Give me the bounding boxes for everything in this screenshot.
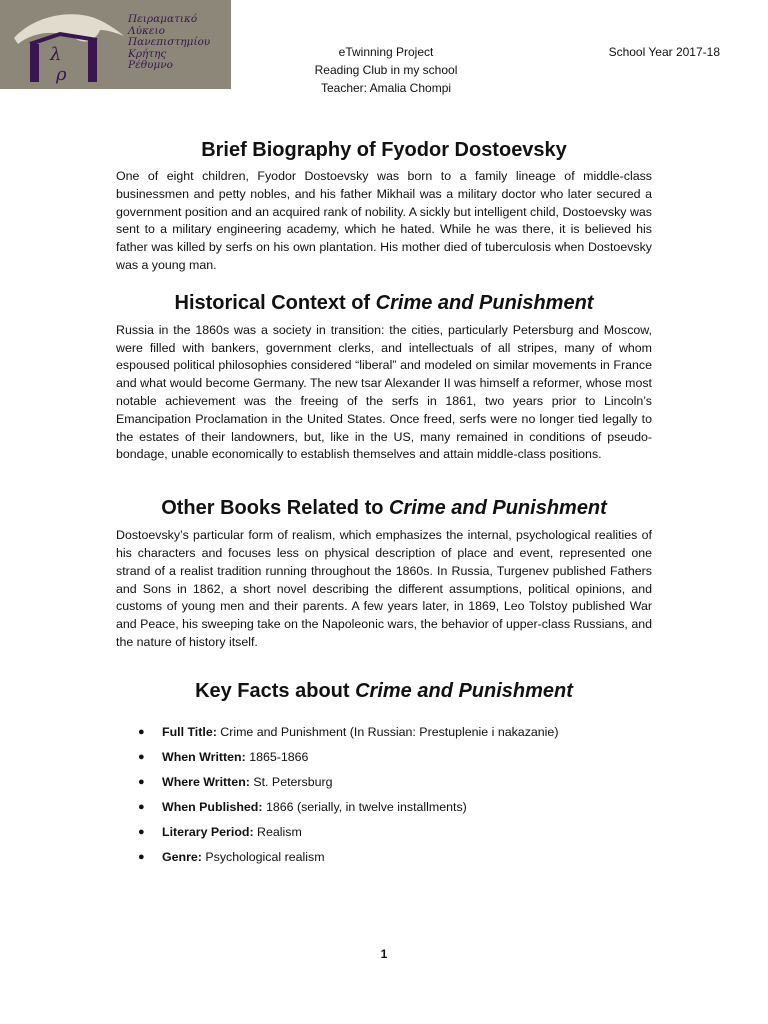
section-title-other-books: [116, 495, 652, 521]
school-logo: [0, 0, 231, 89]
page-number: 1: [380, 947, 388, 961]
title-book-name: Crime and Punishment: [355, 679, 573, 702]
title-book-name: Crime and Punishment: [389, 497, 607, 520]
bullet-icon: ●: [138, 725, 145, 738]
logo-line: Λύκειο: [128, 24, 165, 37]
fact-label: Genre:: [162, 849, 202, 864]
list-item: [138, 795, 652, 820]
fact-value: Crime and Punishment (In Russian: Prestuplenie i nakazanie): [216, 724, 559, 739]
logo-line: Πειραματικό: [128, 13, 198, 25]
svg-text:ρ: ρ: [56, 64, 67, 85]
title-text: Historical Context of: [174, 291, 376, 314]
header-school-year: School Year 2017-18: [608, 45, 720, 59]
paragraph-other-books: Dostoevsky’s particular form of realism, which emphasizes the internal, psychological realities of his characters and focuses less on physical description of place and event, represented one strand of a realist tradition running throughout the 1860s. In Russia, Turgenev published Fathers and Sons in 1862, a short novel describing the different assumptions, political opinions, and customs of young men and their parents. A few years later, in 1869, Leo Tolstoy published War and Peace, his sweeping take on the Napoleonic wars, the behavior of upper-class Russians, and the nature of history itself.: [116, 528, 652, 649]
key-facts-list: [116, 720, 652, 870]
bullet-icon: ●: [138, 825, 145, 838]
fact-value: 1866 (serially, in twelve installments): [262, 799, 467, 814]
fact-value: Psychological realism: [201, 849, 325, 864]
list-item: [138, 720, 652, 745]
fact-value: St. Petersburg: [249, 774, 333, 789]
fact-value: 1865-1866: [245, 749, 309, 764]
logo-line: Κρήτης: [128, 47, 167, 60]
title-text: Other Books Related to: [161, 497, 389, 520]
bullet-icon: ●: [138, 800, 145, 813]
logo-line: Πανεπιστημίου: [128, 36, 211, 48]
section-title-historical-context: [116, 290, 652, 316]
list-item: [138, 770, 652, 795]
fact-label: Literary Period:: [162, 824, 254, 839]
list-item: [138, 745, 652, 770]
paragraph-biography: One of eight children, Fyodor Dostoevsky was born to a family lineage of middle-class businessmen and petty nobles, and his father Mikhail was a military doctor who later secured a government position and an acquired rank of nobility. A sickly but intelligent child, Dostoevsky was sent to a military engineering academy, which he hated. While he was there, it is believed his father was killed by serfs on his own plantation. His mother died of tuberculosis when Dostoevsky was a young man.: [116, 169, 652, 272]
header-project-name: eTwinning Project: [338, 45, 434, 59]
logo-school-name: [128, 14, 228, 72]
header-teacher: Teacher: Amalia Chompi: [320, 81, 452, 95]
header-project-info: [290, 43, 482, 97]
logo-line: Ρέθυμνο: [128, 59, 173, 71]
fact-label: When Written:: [162, 749, 246, 764]
title-book-name: Crime and Punishment: [375, 291, 594, 314]
fact-label: When Published:: [162, 799, 263, 814]
paragraph-historical-context: Russia in the 1860s was a society in transition: the cities, particularly Petersburg and Moscow, were filled with bankers, government clerks, and intellectuals of all stripes, many of whom espoused political philosophies considered “liberal” and modeled on similar movements in France and what would become Germany. The new tsar Alexander II was himself a reformer, whose most notable achievement was the freeing of the serfs in 1861, two years prior to Lincoln’s Emancipation Proclamation in the United States. Once freed, serfs were no longer tied legally to the estates of their landowners, but, like in the US, many remained in conditions of pseudo-bondage, unable economically to establish themselves and attain middle-class positions.: [116, 322, 652, 462]
bullet-icon: ●: [138, 775, 145, 788]
header-club-name: Reading Club in my school: [314, 63, 458, 77]
svg-text:λ: λ: [50, 44, 62, 65]
title-text: Key Facts about: [195, 679, 356, 702]
list-item: [138, 845, 652, 870]
document-body: [116, 130, 652, 870]
section-title-biography: Brief Biography of Fyodor Dostoevsky: [201, 139, 567, 161]
list-item: [138, 820, 652, 845]
bullet-icon: ●: [138, 850, 145, 863]
section-title-key-facts: [116, 678, 652, 704]
fact-label: Where Written:: [162, 774, 250, 789]
fact-value: Realism: [253, 824, 302, 839]
fact-label: Full Title:: [162, 724, 217, 739]
bullet-icon: ●: [138, 750, 145, 763]
